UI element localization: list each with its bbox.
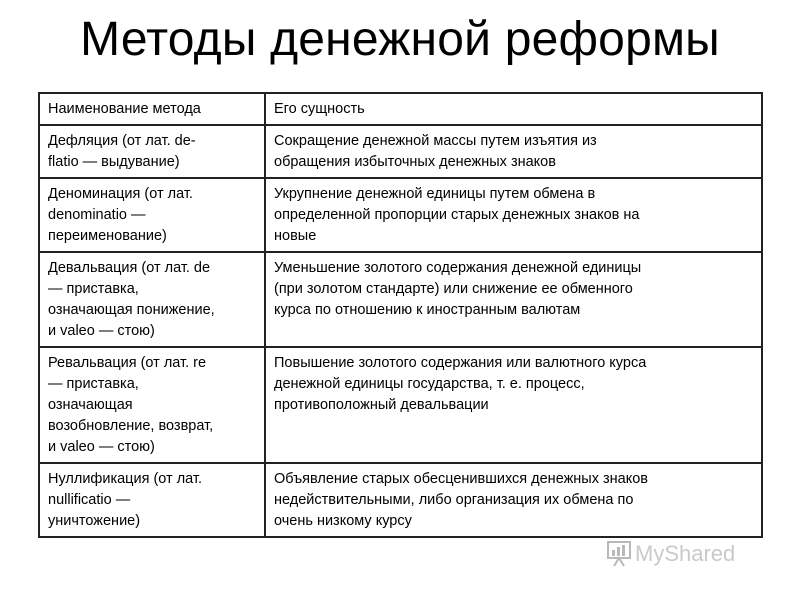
presentation-icon — [605, 539, 635, 569]
method-name-line: возобновление, возврат, — [48, 418, 214, 434]
slide-title: Методы денежной реформы — [80, 13, 720, 66]
watermark-logo — [605, 537, 765, 573]
method-essence-cell — [265, 252, 762, 347]
method-name-line: уничтожение) — [48, 513, 141, 529]
method-essence-line: (при золотом стандарте) или снижение ее обменного — [274, 281, 633, 297]
method-name-line: Девальвация (от лат. de — [48, 260, 211, 276]
header-essence-cell — [265, 93, 762, 125]
method-name-cell — [39, 125, 265, 178]
table-row — [39, 125, 762, 178]
method-name-line: flatio — выдувание) — [48, 154, 180, 170]
method-essence-line: обращения избыточных денежных знаков — [274, 154, 556, 170]
method-name-line: и valeo — стою) — [48, 439, 155, 455]
table-row — [39, 463, 762, 537]
method-essence-cell — [265, 125, 762, 178]
method-name-line: nullificatio — — [48, 492, 131, 508]
table-header-row — [39, 93, 762, 125]
method-name-line: denominatio — — [48, 207, 146, 223]
header-method-cell — [39, 93, 265, 125]
method-name-cell — [39, 178, 265, 252]
method-name-cell — [39, 463, 265, 537]
method-name-line: Ревальвация (от лат. re — [48, 355, 207, 371]
method-essence-cell — [265, 178, 762, 252]
method-essence-line: определенной пропорции старых денежных знаков на — [274, 207, 640, 223]
method-name-cell — [39, 252, 265, 347]
method-essence-cell — [265, 347, 762, 463]
method-name-line: Нуллификация (от лат. — [48, 471, 202, 487]
method-essence-line: курса по отношению к иностранным валютам — [274, 302, 581, 318]
method-essence-cell — [265, 463, 762, 537]
method-name-line: означающая понижение, — [48, 302, 215, 318]
method-essence-line: очень низкому курсу — [274, 513, 412, 529]
method-essence-line: противоположный девальвации — [274, 397, 489, 413]
table-row — [39, 252, 762, 347]
header-essence-label: Его сущность — [274, 101, 365, 117]
method-name-line: — приставка, — [48, 376, 139, 392]
method-essence-line: новые — [274, 228, 317, 244]
method-name-line: — приставка, — [48, 281, 139, 297]
table-row — [39, 347, 762, 463]
method-name-cell — [39, 347, 265, 463]
method-name-line: Дефляция (от лат. de- — [48, 133, 196, 149]
method-essence-line: Сокращение денежной массы путем изъятия из — [274, 133, 597, 149]
table-row — [39, 178, 762, 252]
method-name-line: Деноминация (от лат. — [48, 186, 193, 202]
methods-table — [38, 92, 763, 538]
method-name-line: и valeo — стою) — [48, 323, 155, 339]
method-essence-line: Объявление старых обесценившихся денежных знаков — [274, 471, 648, 487]
method-essence-line: Уменьшение золотого содержания денежной единицы — [274, 260, 642, 276]
watermark-text: MyShared — [635, 541, 736, 566]
header-method-label: Наименование метода — [48, 101, 201, 117]
method-essence-line: Укрупнение денежной единицы путем обмена в — [274, 186, 596, 202]
method-essence-line: недействительными, либо организация их обмена по — [274, 492, 634, 508]
method-name-line: означающая — [48, 397, 133, 413]
method-name-line: переименование) — [48, 228, 167, 244]
method-essence-line: Повышение золотого содержания или валютного курса — [274, 355, 647, 371]
method-essence-line: денежной единицы государства, т. е. процесс, — [274, 376, 585, 392]
